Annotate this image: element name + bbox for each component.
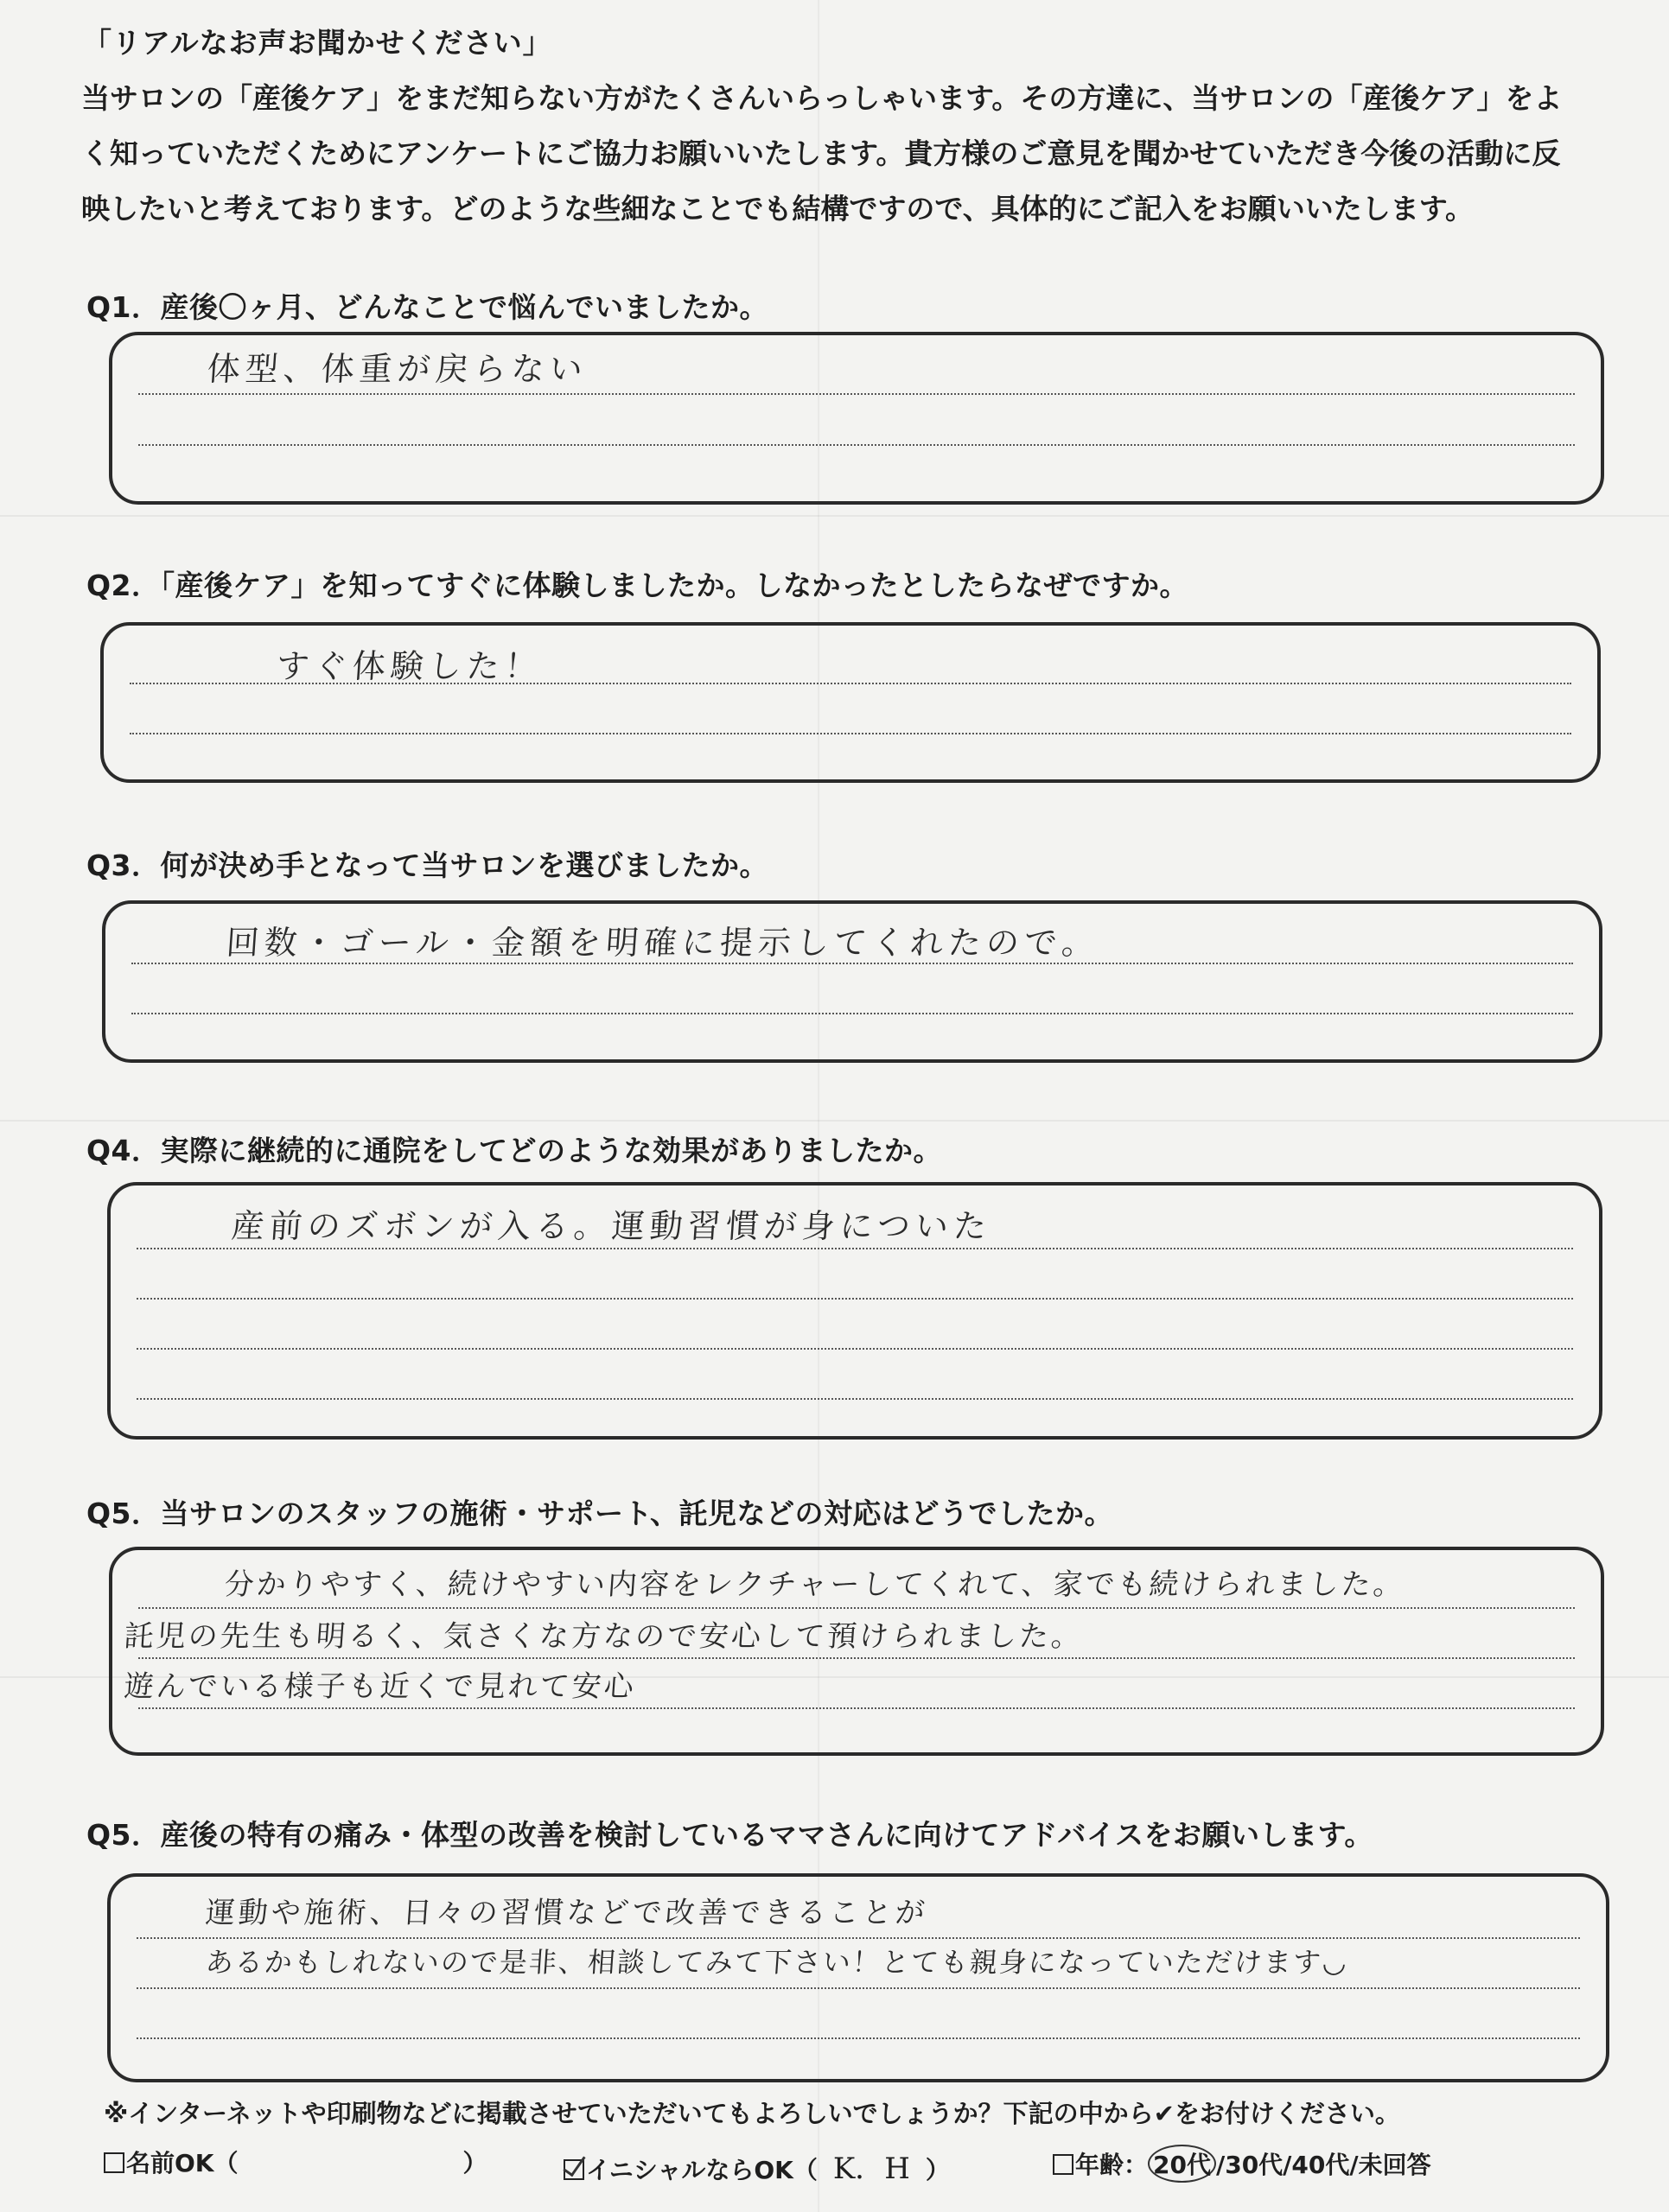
handwritten-answer: 産前のズボンが入る。運動習慣が身についた xyxy=(230,1207,993,1245)
writing-line xyxy=(137,1398,1573,1400)
writing-line xyxy=(137,1987,1580,1989)
answer-box-3[interactable] xyxy=(102,900,1602,1063)
writing-line xyxy=(137,1298,1573,1300)
paper-crease xyxy=(0,515,1669,517)
option-label: 名前OK（ xyxy=(126,2149,239,2177)
intro-line: 映したいと考えております。どのような些細なことでも結構ですので、具体的にご記入をお願いいたします。 xyxy=(81,192,1475,226)
answer-box-2[interactable] xyxy=(100,622,1601,783)
question-5: Q5．当サロンのスタッフの施術・サポート、託児などの対応はどうでしたか。 xyxy=(86,1497,1114,1530)
answer-box-5[interactable] xyxy=(109,1547,1604,1756)
handwritten-answer: 遊んでいる様子も近くで見れて安心 xyxy=(123,1669,638,1704)
age-20s-circled[interactable]: 20代 xyxy=(1148,2145,1216,2183)
page-title: 「リアルなお声お聞かせください」 xyxy=(83,26,552,60)
age-other-options: /30代/40代/未回答 xyxy=(1215,2151,1431,2179)
writing-line xyxy=(137,1248,1573,1249)
option-close: ） xyxy=(925,2156,950,2184)
option-close: ） xyxy=(462,2149,487,2177)
question-6: Q5．産後の特有の痛み・体型の改善を検討しているママさんに向けてアドバイスをお願いします。 xyxy=(86,1818,1373,1852)
consent-initial-option[interactable] xyxy=(564,2145,950,2187)
handwritten-answer: 運動や施術、日々の習慣などで改善できることが xyxy=(204,1896,930,1930)
intro-line: く知っていただくためにアンケートにご協力お願いいたします。貴方様のご意見を聞かせていただき今後の活動に反 xyxy=(81,137,1561,170)
intro-text xyxy=(81,71,1568,237)
writing-line xyxy=(137,1937,1580,1939)
checkbox[interactable] xyxy=(1053,2154,1073,2175)
writing-line xyxy=(138,1657,1575,1659)
publication-consent-note: ※インターネットや印刷物などに掲載させていただいてもよろしいでしょうか？下記の中から✔をお付けください。 xyxy=(104,2099,1400,2128)
question-2: Q2．「産後ケア」を知ってすぐに体験しましたか。しなかったとしたらなぜですか。 xyxy=(86,569,1189,602)
answer-box-6[interactable] xyxy=(107,1873,1609,2082)
handwritten-answer: すぐ体験した！ xyxy=(275,647,545,685)
handwritten-answer: あるかもしれないので是非、相談してみて下さい！とても親身になっていただけます◡ xyxy=(204,1946,1350,1979)
initials-handwritten: K．H xyxy=(832,2152,910,2186)
writing-line xyxy=(138,393,1575,395)
writing-line xyxy=(137,1348,1573,1350)
option-label: イニシャルならOK（ xyxy=(586,2156,818,2184)
consent-name-option[interactable] xyxy=(104,2145,487,2179)
intro-line: 当サロンの「産後ケア」をまだ知らない方がたくさんいらっしゃいます。その方達に、当サロンの「産後ケア」をよ xyxy=(81,81,1563,115)
writing-line xyxy=(131,1013,1573,1014)
writing-line xyxy=(138,444,1575,446)
writing-line xyxy=(137,2037,1580,2039)
answer-box-4[interactable] xyxy=(107,1182,1602,1440)
checkbox-checked[interactable] xyxy=(564,2159,584,2180)
handwritten-answer: 分かりやすく、続けやすい内容をレクチャーしてくれて、家でも続けられました。 xyxy=(223,1567,1407,1602)
question-1: Q1．産後〇ヶ月、どんなことで悩んでいましたか。 xyxy=(86,290,769,324)
paper-crease xyxy=(0,1120,1669,1122)
checkbox[interactable] xyxy=(104,2152,124,2173)
handwritten-answer: 体型、体重が戻らない xyxy=(206,350,589,388)
handwritten-answer: 託児の先生も明るく、気さくな方なので安心して預けられました。 xyxy=(123,1619,1085,1654)
handwritten-answer: 回数・ゴール・金額を明確に提示してくれたので。 xyxy=(225,924,1101,962)
age-label: 年齢： xyxy=(1075,2151,1149,2179)
writing-line xyxy=(130,733,1571,734)
writing-line xyxy=(138,1707,1575,1709)
writing-line xyxy=(138,1607,1575,1609)
question-3: Q3．何が決め手となって当サロンを選びましたか。 xyxy=(86,849,769,882)
question-4: Q4．実際に継続的に通院をしてどのような効果がありましたか。 xyxy=(86,1134,943,1167)
consent-age-option[interactable] xyxy=(1053,2145,1431,2183)
answer-box-1[interactable] xyxy=(109,332,1604,505)
